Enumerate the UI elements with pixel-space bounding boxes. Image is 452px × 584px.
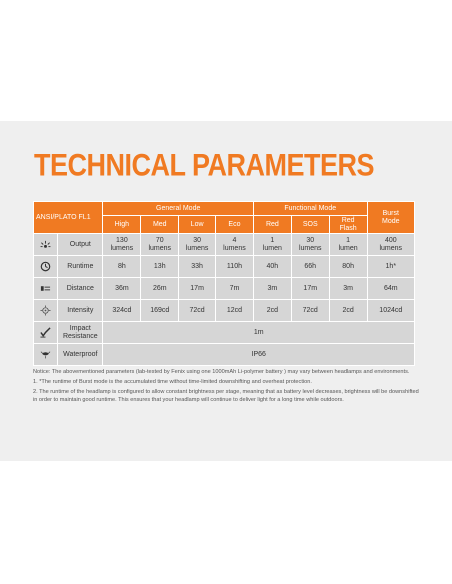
value: 130 lumens	[110, 236, 134, 252]
impact-label: Impact Resistance	[62, 324, 98, 340]
cell-runtime-eco: 110h	[216, 256, 254, 278]
note-2: 2. The runtime of the headlamp is configured to allow constant brightness per stage, meaning that as battery level decreases, brightness will be downshifted in order to maintain good runtime. This ensures that your headlamp will continue to deliver light for a long time while outdoors.	[33, 388, 419, 404]
row-label-intensity: Intensity	[58, 300, 103, 322]
corner-label: ANSI/PLATO FL1	[34, 202, 103, 234]
group-general-mode: General Mode	[103, 202, 253, 216]
cell-runtime-sos: 66h	[291, 256, 329, 278]
cell-runtime-high: 8h	[103, 256, 141, 278]
cell-waterproof-value: IP66	[103, 344, 415, 366]
spec-table	[33, 201, 415, 366]
mode-red-flash	[329, 216, 367, 234]
cell-distance-low: 17m	[179, 278, 216, 300]
cell-distance-red-flash: 3m	[329, 278, 367, 300]
cell-intensity-high: 324cd	[103, 300, 141, 322]
table-row-impact	[34, 322, 415, 344]
cell-intensity-low: 72cd	[179, 300, 216, 322]
group-burst-mode	[367, 202, 414, 234]
intensity-icon	[40, 305, 51, 316]
row-label-impact	[58, 322, 103, 344]
cell-intensity-sos: 72cd	[291, 300, 329, 322]
cell-runtime-med: 13h	[141, 256, 179, 278]
notice-text: Notice: The abovementioned parameters (lab-tested by Fenix using one 1000mAh Li-polymer battery ) may vary between headlamps and environments.	[33, 369, 410, 375]
cell-output-red	[253, 234, 291, 256]
value: 400 lumens	[379, 236, 403, 252]
cell-intensity-burst: 1024cd	[367, 300, 414, 322]
waterproof-icon-cell	[34, 344, 58, 366]
cell-distance-red: 3m	[253, 278, 291, 300]
value: 30 lumens	[298, 236, 322, 252]
table-row-intensity	[34, 300, 415, 322]
cell-impact-value: 1m	[103, 322, 415, 344]
value: 1 lumen	[262, 236, 282, 252]
cell-runtime-low: 33h	[179, 256, 216, 278]
group-functional-mode: Functional Mode	[253, 202, 367, 216]
mode-med: Med	[141, 216, 179, 234]
value: 30 lumens	[185, 236, 209, 252]
intensity-icon-cell	[34, 300, 58, 322]
cell-distance-burst: 64m	[367, 278, 414, 300]
impact-icon	[40, 327, 51, 338]
burst-mode-label: Burst Mode	[382, 209, 400, 225]
lumens-icon-cell	[34, 234, 58, 256]
mode-red: Red	[253, 216, 291, 234]
cell-output-sos	[291, 234, 329, 256]
cell-output-burst	[367, 234, 414, 256]
cell-intensity-red-flash: 2cd	[329, 300, 367, 322]
mode-eco: Eco	[216, 216, 254, 234]
note-1: 1. *The runtime of Burst mode is the accumulated time without time-limited downshifting and overheat protection.	[33, 378, 312, 385]
beam-distance-icon	[40, 283, 51, 294]
table-row-output	[34, 234, 415, 256]
cell-runtime-burst: 1h*	[367, 256, 414, 278]
table-row-waterproof	[34, 344, 415, 366]
cell-runtime-red: 40h	[253, 256, 291, 278]
cell-output-high	[103, 234, 141, 256]
mode-low: Low	[179, 216, 216, 234]
clock-icon-cell	[34, 256, 58, 278]
mode-red-flash-label: Red Flash	[339, 216, 357, 232]
cell-distance-eco: 7m	[216, 278, 254, 300]
table-row-runtime	[34, 256, 415, 278]
clock-icon	[40, 261, 51, 272]
cell-intensity-red: 2cd	[253, 300, 291, 322]
mode-high: High	[103, 216, 141, 234]
table-row-distance	[34, 278, 415, 300]
cell-intensity-eco: 12cd	[216, 300, 254, 322]
row-label-waterproof: Waterproof	[58, 344, 103, 366]
cell-runtime-red-flash: 80h	[329, 256, 367, 278]
mode-sos: SOS	[291, 216, 329, 234]
row-label-distance: Distance	[58, 278, 103, 300]
value: 4 lumens	[223, 236, 246, 252]
value: 1 lumen	[338, 236, 358, 252]
lumens-icon	[40, 239, 51, 250]
cell-distance-sos: 17m	[291, 278, 329, 300]
impact-icon-cell	[34, 322, 58, 344]
cell-intensity-med: 169cd	[141, 300, 179, 322]
cell-output-eco	[216, 234, 254, 256]
cell-distance-med: 26m	[141, 278, 179, 300]
waterproof-icon	[40, 349, 51, 360]
cell-output-red-flash	[329, 234, 367, 256]
cell-distance-high: 36m	[103, 278, 141, 300]
row-label-output: Output	[58, 234, 103, 256]
cell-output-med	[141, 234, 179, 256]
row-label-runtime: Runtime	[58, 256, 103, 278]
cell-output-low	[179, 234, 216, 256]
notes-section	[33, 368, 419, 406]
page-title: TECHNICAL PARAMETERS	[34, 148, 375, 183]
value: 70 lumens	[148, 236, 172, 252]
beam-distance-icon-cell	[34, 278, 58, 300]
